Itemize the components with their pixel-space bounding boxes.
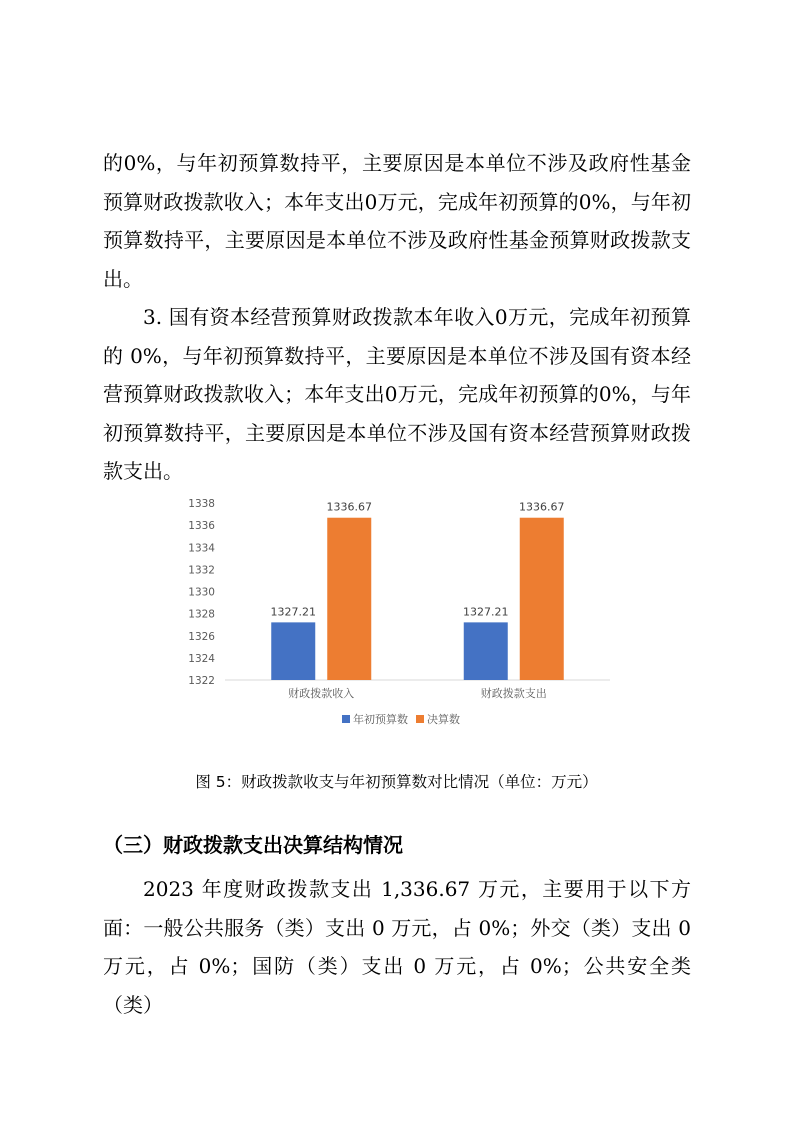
section-heading: （三）财政拨款支出决算结构情况 — [103, 833, 403, 857]
bar-budget — [271, 622, 315, 680]
legend-label: 年初预算数 — [353, 713, 408, 726]
y-tick-label: 1338 — [188, 498, 215, 510]
y-tick-label: 1326 — [188, 630, 215, 643]
bar-final — [327, 518, 371, 680]
legend-label: 决算数 — [427, 713, 460, 726]
paragraph-3: 2023 年度财政拨款支出 1,336.67 万元，主要用于以下方面：一般公共服务（类）支出 0 万元，占 0%；外交（类）支出 0 万元，占 0%；国防（类）支出 0 万元，占 0%；公共安全类（类） — [103, 877, 691, 1017]
bar-chart — [180, 488, 620, 738]
figure-caption: 图 5：财政拨款收支与年初预算数对比情况（单位：万元） — [195, 773, 598, 791]
y-tick-label: 1322 — [188, 675, 215, 687]
y-tick-label: 1336 — [188, 520, 215, 533]
y-tick-label: 1324 — [188, 652, 215, 665]
y-tick-label: 1328 — [188, 608, 215, 621]
legend-swatch — [342, 715, 350, 723]
y-tick-label: 1334 — [188, 542, 215, 555]
data-label: 1327.21 — [463, 605, 509, 619]
data-label: 1327.21 — [270, 605, 316, 619]
paragraph-2: 3. 国有资本经营预算财政拨款本年收入0万元，完成年初预算的 0%，与年初预算数持平，主要原因是本单位不涉及国有资本经营预算财政拨款收入；本年支出0万元，完成年初预算的0%，与年初预算数持平，主要原因是本单位不涉及国有资本经营预算财政拨款支出。 — [103, 305, 691, 484]
category-label: 财政拨款支出 — [480, 687, 547, 700]
y-tick-label: 1330 — [188, 586, 215, 599]
bar-budget — [464, 622, 508, 680]
legend-swatch — [416, 715, 424, 723]
paragraph-1: 的0%，与年初预算数持平，主要原因是本单位不涉及政府性基金预算财政拨款收入；本年支出0万元，完成年初预算的0%，与年初预算数持平，主要原因是本单位不涉及政府性基金预算财政拨款支出。 — [103, 151, 691, 291]
data-label: 1336.67 — [326, 500, 372, 514]
bar-final — [520, 518, 564, 680]
category-label: 财政拨款收入 — [288, 687, 355, 700]
y-tick-label: 1332 — [188, 564, 215, 577]
chart-svg — [180, 488, 620, 738]
data-label: 1336.67 — [519, 500, 565, 514]
